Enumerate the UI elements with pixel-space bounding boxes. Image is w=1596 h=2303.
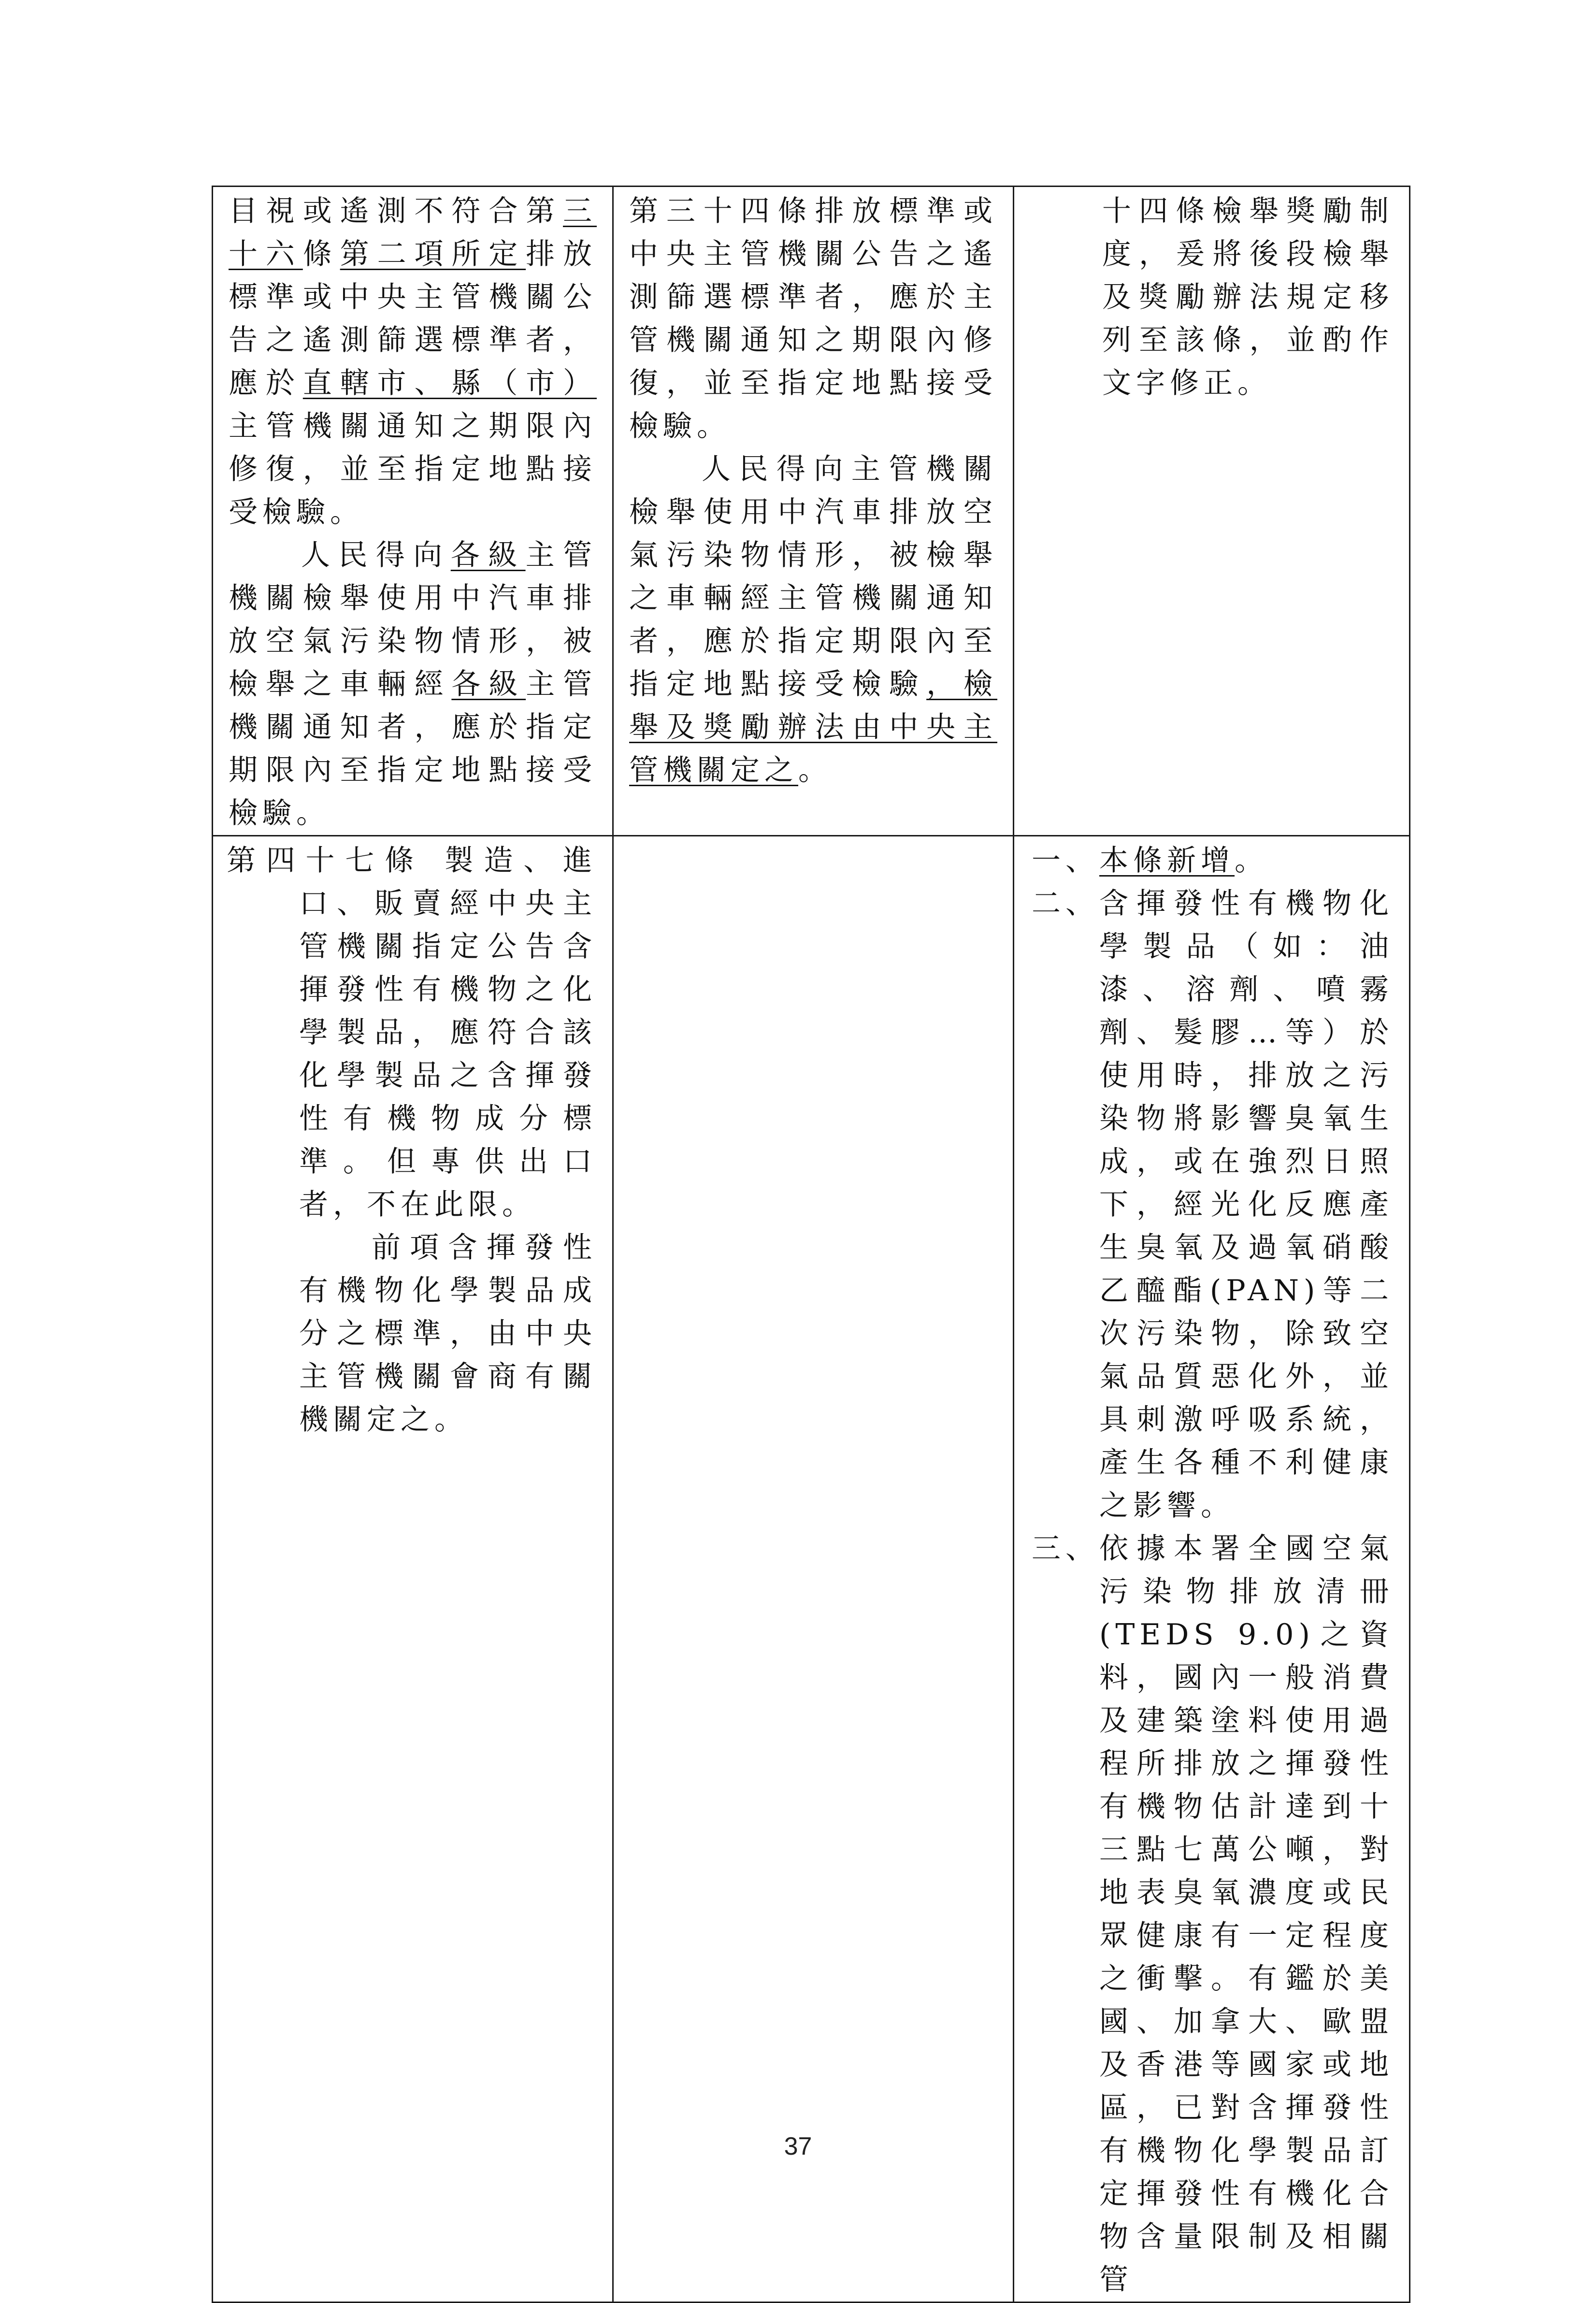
- article-paragraph: [629, 448, 997, 792]
- text-segment: 人民得向主管機關檢舉使用中汽車排放空氣污染物情形，被檢舉之車輛經主管機關通知者，應於指定期限內至指定地點接受檢驗: [629, 452, 997, 701]
- list-item: [1032, 839, 1394, 882]
- table-row: [213, 836, 1410, 2303]
- text-segment: 依據本署全國空氣污染物排放清冊(TEDS 9.0)之資料，國內一般消費及建築塗料使用過程所排放之揮發性有機物估計達到十三點七萬公噸，對地表臭氧濃度或民眾健康有一定程度之衝擊。有鑑於美國、加拿大、歐盟及香港等國家或地區，已對含揮發性有機物化學製品訂定揮發性有機化合物含量限制及相關管: [1099, 1532, 1394, 2297]
- underlined-text: 三十六: [229, 194, 597, 271]
- comparison-table: [212, 186, 1410, 2303]
- text-segment: 主管機關檢舉使用中汽車排放空氣污染物情形，被檢舉之車輛經: [229, 538, 597, 701]
- list-number: 二、: [1032, 887, 1099, 921]
- underlined-text: 本條新增: [1099, 844, 1235, 878]
- list-item: [1032, 882, 1394, 1527]
- explanation-paragraph: [1102, 190, 1394, 405]
- text-segment: 。: [798, 753, 832, 787]
- explanation-list: [1014, 836, 1409, 2302]
- list-text: [1099, 882, 1394, 1527]
- explanation-cell: [1014, 187, 1410, 836]
- text-segment: 含揮發性有機物化學製品（如：油漆、溶劑、噴霧劑、髮膠…等）於使用時，排放之污染物將影響臭氧生成，或在強烈日照下，經光化反應產生臭氧及過氧硝酸乙醯酯(PAN)等二次污染物，除致空氣品質惡化外，並具刺激呼吸系統，產生各種不利健康之影響。: [1099, 887, 1394, 1523]
- text-segment: 目視或遙測不符合第: [229, 194, 563, 228]
- amended-article-cell: [213, 187, 613, 836]
- amended-article-cell: [213, 836, 613, 2303]
- text-segment: 。: [1235, 844, 1268, 878]
- article-paragraph: [229, 190, 597, 534]
- text-segment: 條: [302, 237, 340, 271]
- text-segment: 人民得向: [301, 538, 451, 572]
- article-paragraph: 前項含揮發性有機物化學製品成分之標準，由中央主管機關會商有關機關定之。: [299, 1231, 597, 1437]
- list-text: [1099, 1527, 1394, 2302]
- underlined-text: 各級: [451, 667, 526, 701]
- text-segment: 主管機關通知之期限內修復，並至指定地點接受檢驗。: [229, 409, 597, 529]
- list-number: 三、: [1032, 1532, 1099, 1566]
- article-paragraph: [229, 534, 597, 835]
- underlined-text: 直轄市、縣（市）: [302, 366, 597, 400]
- article-paragraph: [629, 190, 997, 448]
- article-text: 製造、進口、販賣經中央主管機關指定公告含揮發性有機物之化學製品，應符合該化學製品之含揮發性有機物成分標準。但專供出口者，不在此限。: [299, 844, 597, 1222]
- explanation-cell: [1014, 836, 1410, 2303]
- article-paragraph: [227, 839, 597, 1226]
- underlined-text: ，檢舉及獎勵辦法由中央主管機關定之: [629, 667, 998, 787]
- list-text: [1099, 839, 1394, 882]
- underlined-text: 第二項所定: [340, 237, 526, 271]
- underlined-text: 各級: [450, 538, 526, 572]
- list-number: 一、: [1032, 844, 1099, 878]
- list-item: [1032, 1527, 1394, 2302]
- text-segment: 十四條檢舉獎勵制度，爰將後段檢舉及獎勵辦法規定移列至該條，並酌作文字修正。: [1102, 194, 1394, 400]
- text-segment: 第三十四條排放標準或中央主管機關公告之遙測篩選標準者，應於主管機關通知之期限內修復，並至指定地點接受檢驗。: [629, 194, 997, 443]
- article-label: 第四十七條: [227, 844, 424, 878]
- table-row: [213, 187, 1410, 836]
- text-segment: 排放標準或中央主管機關公告之遙測篩選標準者，應於: [229, 237, 597, 400]
- current-article-cell: [613, 836, 1014, 2303]
- page-number: 37: [784, 2132, 812, 2160]
- text-segment: 主管機關通知者，應於指定期限內至指定地點接受檢驗。: [229, 667, 597, 830]
- current-article-cell: [613, 187, 1014, 836]
